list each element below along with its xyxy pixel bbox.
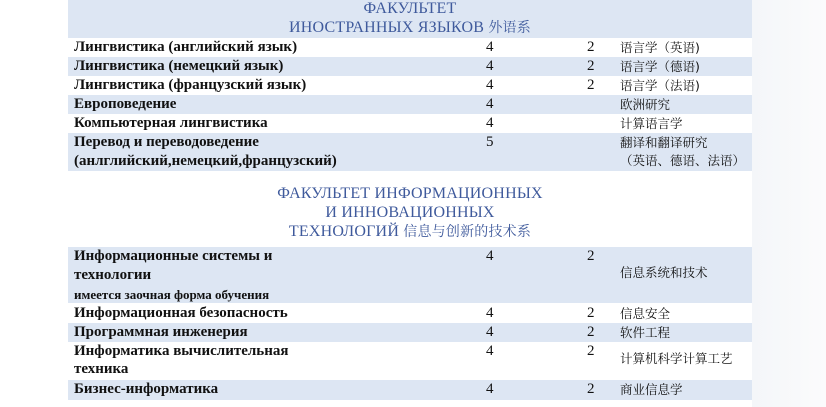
- full-time-years: 4: [486, 115, 494, 131]
- faculty2-title-line1: ФАКУЛЬТЕТ ИНФОРМАЦИОННЫХ: [277, 185, 543, 202]
- table-row: [68, 114, 752, 133]
- program-name-cn-line2: （英语、德语、法语）: [620, 153, 746, 168]
- faculty-title-line1: ФАКУЛЬТЕТ: [363, 0, 457, 17]
- program-name-cn: 软件工程: [620, 325, 671, 340]
- program-name: Лингвистика (английский язык): [74, 39, 298, 55]
- program-name: Лингвистика (французский язык): [74, 77, 307, 93]
- program-name-cn: 欧洲研究: [620, 97, 671, 112]
- program-name-cn: 语言学（德语): [620, 59, 700, 74]
- full-time-years: 4: [486, 96, 494, 112]
- faculty2-title-cn: 信息与创新的技术系: [403, 224, 532, 240]
- masters-years: 2: [587, 305, 595, 321]
- faculty2-title: [68, 222, 752, 242]
- program-note: имеется заочная форма обучения: [74, 287, 270, 302]
- program-name-cn: 语言学（英语): [620, 40, 700, 55]
- table-row: [68, 304, 752, 323]
- program-name-line1: Информатика вычислительная: [74, 343, 289, 359]
- table-row: [68, 95, 752, 114]
- full-time-years: 4: [486, 324, 494, 340]
- table-row: [68, 133, 752, 171]
- page-edge-shadow: [752, 0, 826, 407]
- full-time-years: 4: [486, 248, 494, 264]
- program-name: Бизнес-информатика: [74, 381, 219, 397]
- program-name-line2: техника: [74, 361, 129, 377]
- program-name-cn: 语言学（法语): [620, 78, 700, 93]
- masters-years: 2: [587, 58, 595, 74]
- program-name-cn: 计算机科学计算工艺: [620, 351, 733, 366]
- full-time-years: 4: [486, 343, 494, 359]
- masters-years: 2: [587, 248, 595, 264]
- program-name: Программная инженерия: [74, 324, 248, 340]
- full-time-years: 4: [486, 77, 494, 93]
- program-name: Лингвистика (немецкий язык): [74, 58, 284, 74]
- full-time-years: 4: [486, 381, 494, 397]
- table-row: [68, 323, 752, 342]
- masters-years: 2: [587, 77, 595, 93]
- table-row: [68, 76, 752, 95]
- program-name: Компьютерная лингвистика: [74, 115, 268, 131]
- full-time-years: 4: [486, 58, 494, 74]
- program-name-cn: 商业信息学: [620, 382, 683, 397]
- faculty2-title-line3: ТЕХНОЛОГИЙ: [288, 223, 400, 240]
- program-name-cn: 信息安全: [620, 306, 671, 321]
- program-name-cn: 计算语言学: [620, 116, 683, 131]
- table-row: [68, 342, 752, 380]
- program-name: Информационная безопасность: [74, 305, 288, 321]
- faculty2-title-line2: И ИННОВАЦИОННЫХ: [325, 204, 495, 221]
- table-row: [68, 57, 752, 76]
- program-name-line2: технологии: [74, 267, 152, 283]
- masters-years: 2: [587, 381, 595, 397]
- masters-years: 2: [587, 324, 595, 340]
- table-row: [68, 247, 752, 303]
- program-name: Европоведение: [74, 96, 177, 112]
- table-row: [68, 380, 752, 400]
- program-name-cn: 信息系统和技术: [620, 265, 708, 280]
- table-row: [68, 38, 752, 57]
- program-name-line2: (анлглийский,немецкий,французский): [74, 153, 337, 169]
- faculty-title-line2: ИНОСТРАННЫХ ЯЗЫКОВ: [289, 19, 485, 36]
- faculty-title-cn: 外语系: [488, 20, 531, 36]
- program-name-line1: Информационные системы и: [74, 248, 273, 264]
- full-time-years: 5: [486, 134, 494, 150]
- program-name-cn-line1: 翻译和翻译研究: [620, 135, 708, 150]
- program-name-line1: Перевод и переводоведение: [74, 134, 259, 150]
- faculty-title: [68, 18, 752, 38]
- masters-years: 2: [587, 343, 595, 359]
- full-time-years: 4: [486, 39, 494, 55]
- masters-years: 2: [587, 39, 595, 55]
- full-time-years: 4: [486, 305, 494, 321]
